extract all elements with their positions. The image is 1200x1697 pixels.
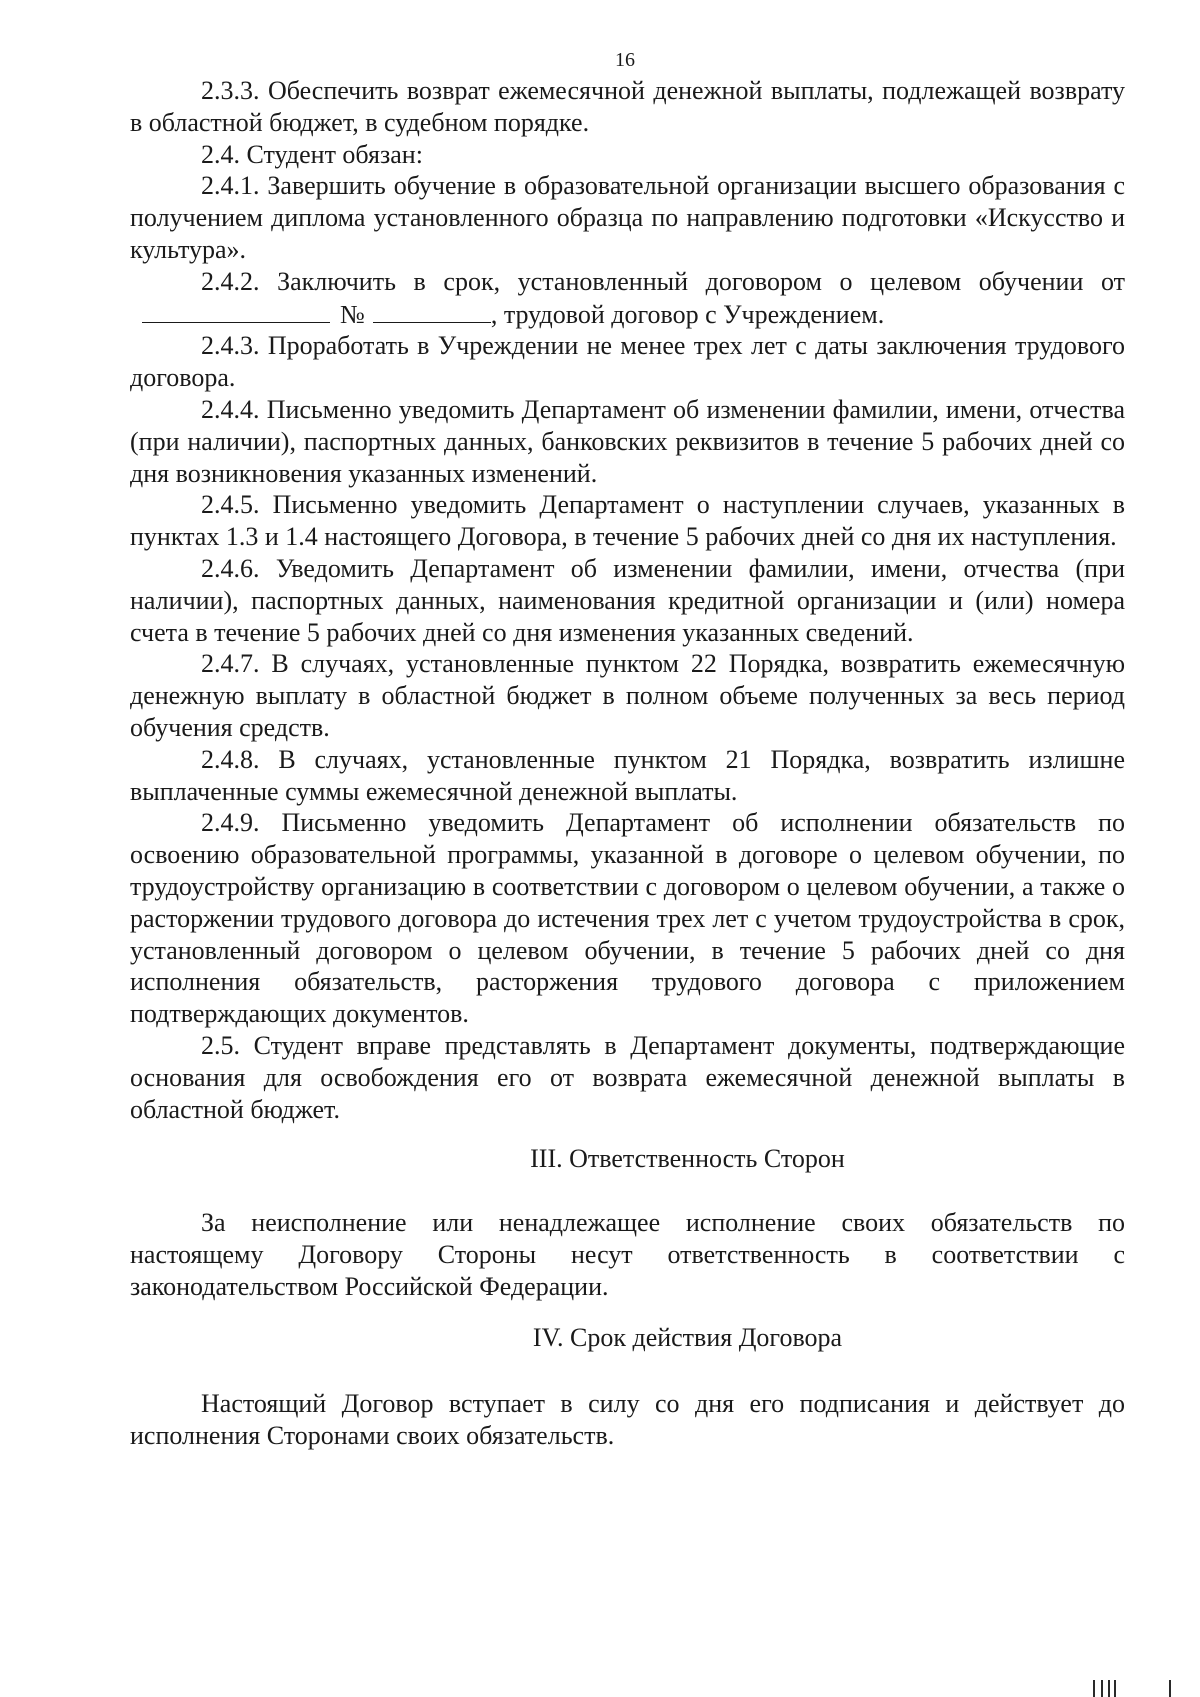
- scan-tick-mark: [1169, 1680, 1171, 1697]
- clause-2-4-1: 2.4.1. Завершить обучение в образовательной организации высшего образования с получением диплома установленного образца по направлению подготовки «Искусство и культура».: [130, 171, 1125, 264]
- contract-number-blank: [373, 298, 491, 323]
- clause-2-5: 2.5. Студент вправе представлять в Департамент документы, подтверждающие основания для освобождения его от возврата ежемесячной денежной выплаты в областной бюджет.: [130, 1030, 1125, 1124]
- section-3-text: За неисполнение или ненадлежащее исполнение своих обязательств по настоящему Договору Стороны несут ответственность в соответствии с законодательством Российской Федерации.: [130, 1208, 1125, 1301]
- scan-tick-mark: [1101, 1680, 1103, 1697]
- scan-tick-mark: [1114, 1680, 1116, 1697]
- scan-tick-mark: [1093, 1680, 1095, 1697]
- clause-2-4-2-start: 2.4.2. Заключить в срок, установленный договором о целевом обучении от: [201, 266, 1125, 296]
- scan-edge-marks: [1093, 1672, 1173, 1697]
- clause-2-4-3: 2.4.3. Проработать в Учреждении не менее трех лет с даты заключения трудового договора.: [130, 331, 1125, 393]
- clause-2-4-7: 2.4.7. В случаях, установленные пунктом 22 Порядка, возвратить ежемесячную денежную выплату в областной бюджет в полном объеме полученных за весь период обучения средств.: [130, 649, 1125, 742]
- section-4-text: Настоящий Договор вступает в силу со дня его подписания и действует до исполнения Сторонами своих обязательств.: [130, 1389, 1125, 1451]
- section-4-heading: IV. Срок действия Договора: [532, 1323, 843, 1353]
- clause-2-4: 2.4. Студент обязан:: [201, 139, 423, 169]
- clause-2-3-3: 2.3.3. Обеспечить возврат ежемесячной денежной выплаты, подлежащей возврату в областной бюджет, в судебном порядке.: [130, 76, 1125, 137]
- clause-2-4-9: 2.4.9. Письменно уведомить Департамент об исполнении обязательств по освоению образовательной программы, указанной в договоре о целевом обучении, по трудоустройству организацию в соответствии с договором о целевом обучении, а также о расторжении трудового договора до истечения трех лет с учетом трудоустройства в срок, установленный договором о целевом обучении, в течение 5 рабочих дней со дня исполнения обязательств, расторжения трудового договора с приложением подтверждающих документов.: [130, 808, 1125, 1029]
- scan-tick-mark: [1108, 1680, 1110, 1697]
- clause-2-4-2: [130, 266, 1125, 331]
- clause-2-4-8: 2.4.8. В случаях, установленные пунктом 21 Порядка, возвратить излишне выплаченные суммы ежемесячной денежной выплаты.: [130, 744, 1125, 806]
- clause-2-4-5: 2.4.5. Письменно уведомить Департамент о наступлении случаев, указанных в пунктах 1.3 и 1.4 настоящего Договора, в течение 5 рабочих дней со дня их наступления.: [130, 490, 1125, 552]
- page-number: 16: [615, 49, 635, 71]
- document-body: [130, 75, 1125, 1452]
- clause-2-4-4: 2.4.4. Письменно уведомить Департамент об изменении фамилии, имени, отчества (при наличии), паспортных данных, банковских реквизитов в течение 5 рабочих дней со дня возникновения указанных изменений.: [130, 394, 1125, 488]
- number-sign: №: [340, 299, 365, 329]
- clause-2-4-2-end: , трудовой договор с Учреждением.: [490, 299, 885, 329]
- section-3-heading: III. Ответственность Сторон: [530, 1144, 845, 1174]
- clause-2-4-6: 2.4.6. Уведомить Департамент об изменении фамилии, имени, отчества (при наличии), паспортных данных, наименования кредитной организации и (или) номера счета в течение 5 рабочих дней со дня изменения указанных сведений.: [130, 553, 1125, 647]
- contract-date-blank: [142, 298, 330, 323]
